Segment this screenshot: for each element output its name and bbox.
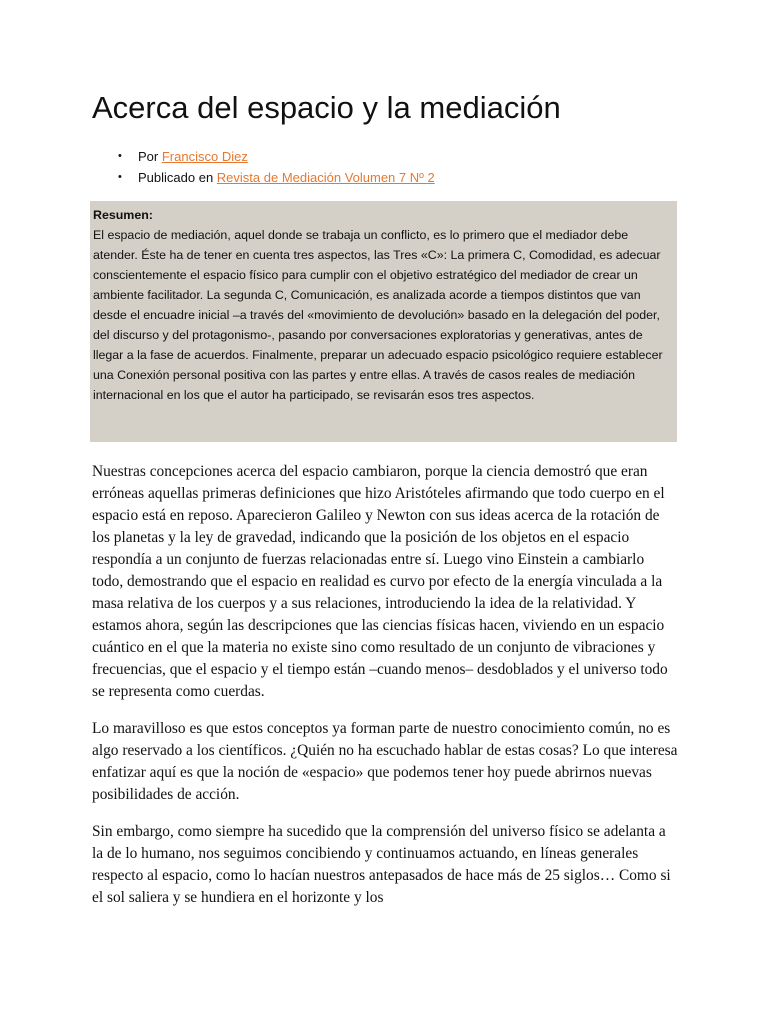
- published-prefix: Publicado en: [138, 170, 214, 185]
- article-body: [92, 461, 678, 924]
- bullet-icon: •: [118, 171, 122, 183]
- article-meta-list: [92, 146, 435, 188]
- journal-link[interactable]: Revista de Mediación Volumen 7 Nº 2: [216, 170, 435, 185]
- author-prefix: Por: [138, 149, 159, 164]
- author-meta-item: [92, 146, 435, 167]
- published-meta-item: [92, 167, 435, 188]
- summary-text: El espacio de mediación, aquel donde se trabaja un conflicto, es lo primero que el mediador debe atender. Éste ha de tener en cuenta tres aspectos, las Tres «C»: La primera C, Comodidad, es adecuar conscientemente el espacio físico para cumplir con el objetivo estratégico del mediador de crear un ambiente facilitador. La segunda C, Comunicación, es analizada acorde a tiempos distintos que van desde el encuadre inicial –a través del «movimiento de devolución» basado en la delegación del poder, del discurso y del protagonismo-, pasando por conversaciones exploratorias y generativas, antes de llegar a la fase de acuerdos. Finalmente, preparar un adecuado espacio psicológico requiere establecer una Conexión personal positiva con las partes y entre ellas. A través de casos reales de mediación internacional en los que el autor ha participado, se revisarán esos tres aspectos.: [93, 228, 663, 402]
- author-link[interactable]: Francisco Diez: [161, 149, 248, 164]
- bullet-icon: •: [118, 150, 122, 162]
- body-paragraph: Nuestras concepciones acerca del espacio cambiaron, porque la ciencia demostró que eran erróneas aquellas primeras definiciones que hizo Aristóteles afirmando que todo cuerpo en el espacio está en reposo. Aparecieron Galileo y Newton con sus ideas acerca de la rotación de los planetas y la ley de gravedad, indicando que la posición de los objetos en el espacio respondía a un conjunto de fuerzas relacionadas entre sí. Luego vino Einstein a cambiarlo todo, demostrando que el espacio en realidad es curvo por efecto de la energía vinculada a la masa relativa de los cuerpos y a sus relaciones, introduciendo la idea de la relatividad. Y estamos ahora, según las descripciones que las ciencias físicas hacen, viviendo en un espacio cuántico en el que la materia no existe sino como resultado de un conjunto de vibraciones y frecuencias, que el espacio y el tiempo están –cuando menos– desdoblados y el universo todo se representa como cuerdas.: [92, 463, 668, 700]
- summary-box: [90, 201, 677, 442]
- body-paragraph: Sin embargo, como siempre ha sucedido que la comprensión del universo físico se adelanta a la de lo humano, nos seguimos concibiendo y continuamos actuando, en líneas generales respecto al espacio, como lo hacían nuestros antepasados de hace más de 25 siglos… Como si el sol saliera y se hundiera en el horizonte y los: [92, 823, 671, 906]
- summary-heading: Resumen:: [93, 208, 153, 222]
- body-paragraph: Lo maravilloso es que estos conceptos ya forman parte de nuestro conocimiento común, no es algo reservado a los científicos. ¿Quién no ha escuchado hablar de estas cosas? Lo que interesa enfatizar aquí es que la noción de «espacio» que podemos tener hoy puede abrirnos nuevas posibilidades de acción.: [92, 720, 678, 803]
- page-title: Acerca del espacio y la mediación: [92, 90, 561, 125]
